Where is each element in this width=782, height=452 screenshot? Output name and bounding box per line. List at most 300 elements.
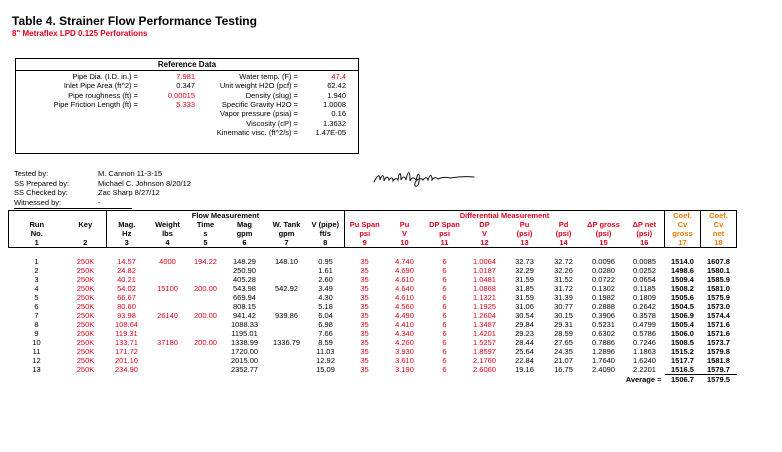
data-cell (147, 356, 189, 365)
column-header: gpm (236, 229, 253, 238)
data-cell: 1720.00 (230, 347, 259, 356)
data-cell: 1505.4 (671, 320, 694, 329)
column-header: Pu (519, 220, 530, 229)
data-cell (267, 320, 307, 329)
data-cell: 1.1321 (473, 293, 496, 302)
data-cell: 250K (76, 275, 95, 284)
column-header: Pu Span (345, 220, 385, 229)
data-cell: 542.92 (275, 284, 298, 293)
data-cell: 5.18 (318, 302, 333, 311)
data-cell: 29.31 (554, 320, 573, 329)
reference-value: 1.940 (327, 90, 346, 100)
data-cell: 0.7246 (633, 338, 656, 347)
data-cell: 6 (442, 356, 447, 365)
data-cell: 1.6240 (633, 356, 656, 365)
data-cell: 1571.6 (707, 320, 730, 329)
data-cell: 19.16 (515, 365, 534, 375)
data-cell: 16.75 (554, 365, 573, 375)
data-cell (189, 320, 223, 329)
group-coef-net: Coef. (701, 211, 737, 221)
data-cell: 3.190 (395, 365, 414, 375)
data-cell (147, 293, 189, 302)
data-cell: 35 (360, 311, 369, 320)
data-cell: 35 (360, 329, 369, 338)
data-cell: 30.54 (515, 311, 534, 320)
data-cell: 0.1185 (633, 284, 656, 293)
data-cell: 250K (76, 293, 95, 302)
data-cell: 0.1302 (592, 284, 615, 293)
data-cell (147, 302, 189, 311)
column-number: 18 (701, 238, 737, 248)
data-cell: 250K (76, 266, 95, 275)
data-cell: 250K (76, 257, 95, 266)
data-cell: 2.4090 (592, 365, 615, 375)
data-cell: 6 (442, 329, 447, 338)
data-cell: 194.22 (194, 257, 217, 266)
data-cell: 0.6302 (592, 329, 615, 338)
data-cell (189, 275, 223, 284)
data-cell: 37180 (157, 338, 178, 347)
data-cell: 1.8597 (473, 347, 496, 356)
data-cell: 0.5231 (592, 320, 615, 329)
data-cell: 10 (32, 338, 41, 347)
reference-value: 1.0008 (323, 99, 346, 109)
data-cell: 4.260 (395, 338, 414, 347)
data-cell: 1509.4 (671, 275, 694, 284)
data-cell: 1573.0 (707, 302, 730, 311)
data-cell: 939.86 (275, 311, 298, 320)
reference-data-box (15, 58, 359, 154)
data-cell: 250K (76, 365, 95, 375)
column-number: 9 (345, 238, 385, 248)
data-cell (267, 266, 307, 275)
column-header: ΔP gross (587, 220, 620, 229)
data-cell: 22.84 (515, 356, 534, 365)
column-number: 17 (665, 238, 701, 248)
data-cell: 1508.5 (671, 338, 694, 347)
data-cell: 66.67 (117, 293, 136, 302)
data-cell: 32.73 (515, 257, 534, 266)
data-cell: 35 (360, 338, 369, 347)
data-cell: 171.72 (115, 347, 138, 356)
data-cell: 200.00 (194, 311, 217, 320)
table-row (9, 266, 737, 275)
data-cell: 2352.77 (230, 365, 259, 375)
data-cell: 1.3487 (473, 320, 496, 329)
data-cell: 1505.6 (671, 293, 694, 302)
column-header-row (9, 220, 737, 229)
column-header: Time (196, 220, 215, 229)
data-cell (189, 293, 223, 302)
data-cell: 1195.01 (231, 329, 258, 338)
data-cell: 1.0868 (473, 284, 496, 293)
data-cell: 11.03 (316, 347, 335, 356)
data-cell: 6 (442, 347, 447, 356)
reference-value: 47.4 (331, 72, 346, 81)
data-cell: 1514.0 (671, 257, 694, 266)
data-cell: 5 (34, 293, 39, 302)
table-row (9, 293, 737, 302)
data-cell: 201.10 (115, 356, 138, 365)
data-cell: 8.59 (318, 338, 333, 347)
column-number: 7 (267, 238, 307, 248)
data-cell: 4 (34, 284, 39, 293)
personnel-value: Michael C. Johnson 8/20/12 (98, 178, 191, 188)
data-cell: 35 (360, 356, 369, 365)
data-cell: 4.690 (395, 266, 414, 275)
data-cell: 31.59 (515, 275, 534, 284)
data-cell: 21.07 (554, 356, 573, 365)
column-number-row (9, 238, 737, 248)
data-cell: 250K (76, 338, 95, 347)
data-cell: 1579.7 (707, 365, 730, 374)
data-cell: 0.7886 (592, 338, 615, 347)
data-cell: 1504.5 (671, 302, 694, 311)
data-cell: 200.00 (194, 284, 217, 293)
data-cell: 1579.8 (707, 347, 730, 356)
data-cell: 0.0085 (633, 257, 656, 266)
data-cell: 28.59 (554, 329, 573, 338)
column-header: (psi) (555, 229, 572, 238)
data-cell: 808.15 (233, 302, 256, 311)
data-cell: 4.740 (395, 257, 414, 266)
data-cell: 4.610 (395, 275, 414, 284)
column-header: No. (9, 229, 65, 238)
data-cell: 0.4799 (633, 320, 656, 329)
data-cell: 6 (442, 266, 447, 275)
column-number: 12 (465, 238, 505, 248)
data-cell: 32.72 (554, 257, 573, 266)
data-cell: 30.15 (554, 311, 573, 320)
data-cell (189, 302, 223, 311)
data-cell: 1575.9 (707, 293, 730, 302)
average-row (9, 375, 737, 385)
data-cell: 1.2604 (473, 311, 496, 320)
data-cell: 1 (34, 257, 39, 266)
group-cell (65, 211, 107, 221)
reference-label: Specific Gravity H2O = (221, 99, 298, 109)
data-cell: 1517.7 (671, 356, 694, 365)
data-cell: 9 (34, 329, 39, 338)
table-row (9, 338, 737, 347)
data-cell: 1.4201 (473, 329, 496, 338)
data-cell: 200.00 (194, 338, 217, 347)
column-number: 16 (625, 238, 665, 248)
data-cell: 2015.00 (230, 356, 259, 365)
data-cell: 0.3906 (592, 311, 615, 320)
data-cell (147, 365, 189, 375)
data-cell (267, 356, 307, 365)
column-header: Pd (558, 220, 569, 229)
data-cell: 6.98 (318, 320, 333, 329)
data-cell (189, 347, 223, 356)
column-header: Weight (155, 220, 180, 229)
column-header: s (203, 229, 208, 238)
data-cell: 1580.1 (707, 266, 730, 275)
data-cell (147, 329, 189, 338)
data-cell: 1.61 (318, 266, 333, 275)
data-cell: 1.1863 (633, 347, 656, 356)
data-cell: 4.410 (395, 320, 414, 329)
table-row (9, 311, 737, 320)
data-cell: 250K (76, 320, 95, 329)
data-cell (267, 347, 307, 356)
data-cell: 15100 (157, 284, 178, 293)
data-cell: 0.0722 (592, 275, 615, 284)
column-header (65, 229, 107, 238)
column-number: 5 (189, 238, 223, 248)
group-flow-measurement: Flow Measurement (107, 211, 345, 221)
data-cell: 1506.9 (671, 311, 694, 320)
reference-value: 1.47E-05 (315, 127, 346, 137)
data-cell: 4.30 (318, 293, 333, 302)
data-cell: 24.35 (554, 347, 573, 356)
signature-image (370, 168, 480, 190)
data-cell: 234.90 (115, 365, 138, 375)
data-cell: 0.3578 (633, 311, 656, 320)
personnel-label: Witnessed by: (14, 198, 132, 209)
data-cell: 6 (442, 302, 447, 311)
column-header: lbs (162, 229, 173, 238)
column-header: Cv (701, 220, 737, 229)
data-cell: 250K (76, 329, 95, 338)
data-cell: 24.82 (117, 266, 136, 275)
data-cell (189, 365, 223, 375)
group-header-row (9, 211, 737, 221)
data-cell: 25.64 (515, 347, 534, 356)
personnel-label: Tested by: (14, 169, 49, 178)
data-cell: 250K (76, 302, 95, 311)
data-cell: 35 (360, 320, 369, 329)
column-header: Key (78, 220, 93, 229)
column-header: V (pipe) (311, 220, 339, 229)
reference-value: 5.333 (176, 99, 195, 109)
average-cv-net: 1579.5 (701, 375, 737, 385)
data-cell: 29.84 (515, 320, 534, 329)
column-number: 13 (505, 238, 545, 248)
reference-label: Viscosity (cP) = (246, 118, 298, 128)
data-cell: 14.57 (117, 257, 136, 266)
data-cell: 29.23 (515, 329, 534, 338)
data-cell: 93.98 (117, 311, 136, 320)
reference-label: Density (slug) = (245, 90, 298, 100)
spacer-row (9, 248, 737, 258)
data-cell: 3.930 (395, 347, 414, 356)
data-cell: 250K (76, 356, 95, 365)
data-cell: 1.0187 (473, 266, 496, 275)
column-header: Hz (107, 229, 147, 238)
data-cell: 250K (76, 347, 95, 356)
data-cell: 148.29 (233, 257, 256, 266)
table-row (9, 275, 737, 284)
flow-performance-table (8, 210, 737, 384)
average-cv-gross: 1506.7 (665, 375, 701, 385)
data-cell (147, 266, 189, 275)
data-cell: 1515.2 (671, 347, 694, 356)
data-cell: 148.10 (275, 257, 298, 266)
data-cell: 1.7640 (592, 356, 615, 365)
column-number: 10 (385, 238, 425, 248)
data-cell: 35 (360, 293, 369, 302)
data-cell: 13 (32, 365, 41, 375)
column-header: (psi) (516, 229, 533, 238)
data-cell: 6 (442, 293, 447, 302)
column-number: 2 (65, 238, 107, 248)
group-cell (9, 211, 65, 221)
data-cell: 27.65 (554, 338, 573, 347)
average-label: Average = (625, 374, 662, 384)
data-cell: 1516.5 (671, 365, 694, 374)
data-cell: 6 (34, 302, 39, 311)
data-cell: 0.0096 (592, 257, 615, 266)
data-cell: 133.71 (115, 338, 138, 347)
column-header: (psi) (636, 229, 653, 238)
data-cell: 1.1925 (473, 302, 496, 311)
data-cell: 6 (442, 311, 447, 320)
column-number: 14 (545, 238, 583, 248)
table-row (9, 302, 737, 311)
data-cell: 31.85 (515, 284, 534, 293)
data-cell: 2.6060 (473, 365, 496, 375)
data-cell (189, 356, 223, 365)
column-header: net (701, 229, 737, 238)
reference-value: 0.347 (176, 81, 195, 91)
data-cell: 250K (76, 311, 95, 320)
group-differential-measurement: Differential Measurement (345, 211, 665, 221)
personnel-label: SS Checked by: (14, 188, 68, 197)
data-cell: 11 (32, 347, 41, 356)
data-cell: 0.95 (318, 257, 333, 266)
data-cell: 405.28 (233, 275, 256, 284)
column-header: DP Span (429, 220, 460, 229)
data-cell: 3 (34, 275, 39, 284)
column-header: ft/s (319, 229, 331, 238)
data-cell: 1508.2 (671, 284, 694, 293)
data-cell: 4000 (159, 257, 176, 266)
column-header-row (9, 229, 737, 238)
data-cell: 0.0654 (633, 275, 656, 284)
column-header: gross (665, 229, 701, 238)
reference-value: 0.16 (331, 109, 346, 119)
data-cell: 4.610 (395, 293, 414, 302)
data-cell: 35 (360, 365, 369, 375)
data-cell: 4.640 (395, 284, 414, 293)
data-cell: 6 (442, 275, 447, 284)
reference-heading: Reference Data (16, 59, 358, 71)
column-header: Run (9, 220, 65, 229)
data-cell (147, 320, 189, 329)
data-cell: 6 (442, 284, 447, 293)
reference-label: Unit weight H2O (pcf) = (219, 81, 298, 91)
reference-value: 7.981 (176, 72, 195, 81)
table-title: Table 4. Strainer Flow Performance Testing (12, 14, 257, 28)
data-cell: 12 (32, 356, 41, 365)
data-cell: 35 (360, 275, 369, 284)
personnel-value: - (98, 197, 101, 207)
data-cell: 0.1809 (633, 293, 656, 302)
group-coef-gross: Coef. (665, 211, 701, 221)
column-number: 3 (107, 238, 147, 248)
data-cell: 0.0252 (633, 266, 656, 275)
data-cell: 35 (360, 257, 369, 266)
data-cell: 8 (34, 320, 39, 329)
data-cell: 31.39 (554, 293, 573, 302)
data-cell: 119.31 (115, 329, 138, 338)
data-cell: 3.610 (395, 356, 414, 365)
data-cell (147, 347, 189, 356)
data-cell: 6 (442, 338, 447, 347)
data-cell: 6.04 (318, 311, 333, 320)
data-cell: 35 (360, 266, 369, 275)
data-cell (267, 329, 307, 338)
column-header: psi (439, 229, 450, 238)
data-cell: 80.60 (117, 302, 136, 311)
column-header: Mag (237, 220, 252, 229)
table-row (9, 365, 737, 375)
data-cell: 6 (442, 257, 447, 266)
data-cell: 1.2896 (592, 347, 615, 356)
column-number: 1 (9, 238, 65, 248)
data-cell: 1088.33 (230, 320, 259, 329)
column-header: ΔP net (632, 220, 657, 229)
data-cell: 32.29 (515, 266, 534, 275)
column-header: V (401, 229, 407, 238)
reference-label: Kinematic visc. (ft^2/s) = (216, 127, 298, 137)
column-number: 8 (307, 238, 345, 248)
data-cell: 0.2888 (592, 302, 615, 311)
data-cell: 108.64 (115, 320, 138, 329)
data-cell: 15.09 (316, 365, 335, 375)
column-number: 15 (583, 238, 625, 248)
personnel-label: SS Prepared by: (14, 178, 70, 188)
data-cell: 2 (34, 266, 39, 275)
column-header: Pu (399, 220, 410, 229)
data-cell (147, 275, 189, 284)
data-cell: 31.52 (554, 275, 573, 284)
data-cell: 941.42 (233, 311, 256, 320)
data-cell: 2.1760 (473, 356, 496, 365)
reference-value: 1.3632 (323, 118, 346, 128)
data-cell: 4.340 (395, 329, 414, 338)
personnel-value: Zac Sharp 8/27/12 (98, 188, 160, 197)
data-cell: 4.490 (395, 311, 414, 320)
data-cell: 0.1982 (592, 293, 615, 302)
data-cell: 0.2642 (633, 302, 656, 311)
data-cell: 1.0064 (473, 257, 496, 266)
table-row (9, 347, 737, 356)
data-cell: 1506.0 (671, 329, 694, 338)
reference-value: 0.00015 (167, 90, 195, 100)
data-cell: 1573.7 (707, 338, 730, 347)
data-cell: 543.98 (233, 284, 256, 293)
reference-label: Inlet Pipe Area (ft^2) = (63, 81, 138, 91)
reference-label: Water temp. (F) = (239, 72, 298, 81)
data-cell: 1574.4 (707, 311, 730, 320)
data-cell: 31.06 (515, 302, 534, 311)
data-cell: 1607.8 (707, 257, 730, 266)
data-cell: 669.94 (233, 293, 256, 302)
table-row (9, 320, 737, 329)
data-cell: 30.77 (554, 302, 573, 311)
column-header: (psi) (595, 229, 612, 238)
data-cell (189, 329, 223, 338)
data-cell: 6 (442, 365, 447, 375)
data-cell: 28.44 (515, 338, 534, 347)
data-cell: 35 (360, 302, 369, 311)
table-row (9, 329, 737, 338)
data-cell: 54.02 (117, 284, 136, 293)
reference-value: 62.42 (327, 81, 346, 91)
